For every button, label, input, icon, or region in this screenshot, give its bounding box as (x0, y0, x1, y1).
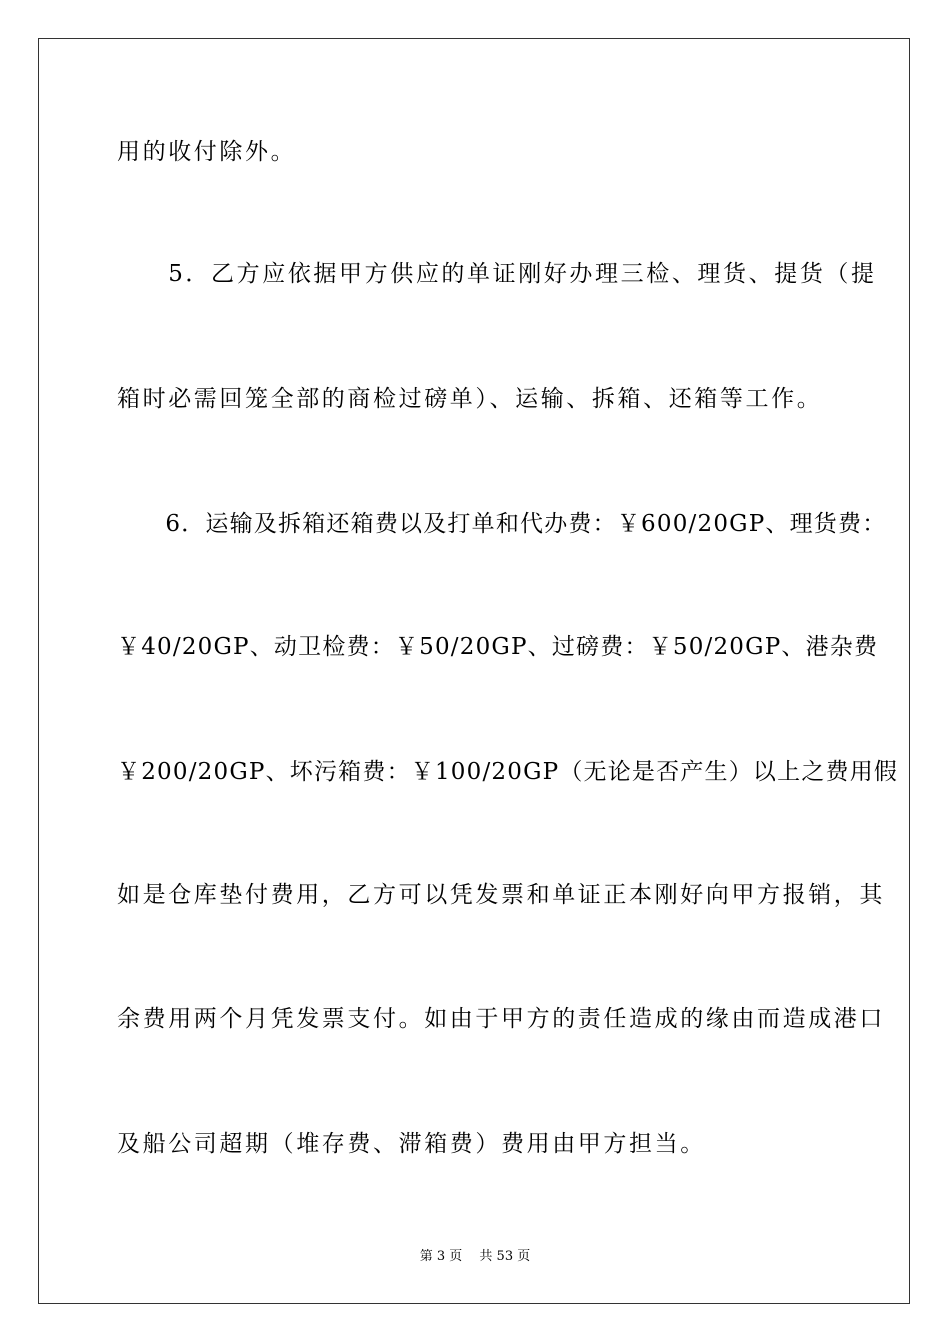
page-frame (38, 38, 910, 1304)
body-text-line: 箱时必需回笼全部的商检过磅单）、运输、拆箱、还箱等工作。 (117, 386, 823, 412)
body-text-line: 5．乙方应依据甲方供应的单证刚好办理三检、理货、提货（提 (117, 261, 877, 287)
body-text-line: ￥200/20GP、坏污箱费：￥100/20GP（无论是否产生）以上之费用假 (117, 759, 899, 785)
body-text-line: 如是仓库垫付费用，乙方可以凭发票和单证正本刚好向甲方报销，其 (117, 882, 885, 908)
body-text-line: 及船公司超期（堆存费、滞箱费）费用由甲方担当。 (117, 1131, 706, 1157)
page-number-footer: 第 3 页 共 53 页 (419, 1249, 531, 1264)
body-text-line: 6．运输及拆箱还箱费以及打单和代办费：￥600/20GP、理货费： (117, 511, 887, 537)
body-text-line: 用的收付除外。 (117, 139, 297, 165)
body-text-line: 余费用两个月凭发票支付。如由于甲方的责任造成的缘由而造成港口 (117, 1006, 885, 1032)
body-text-line: ￥40/20GP、动卫检费：￥50/20GP、过磅费：￥50/20GP、港杂费 (117, 634, 879, 660)
